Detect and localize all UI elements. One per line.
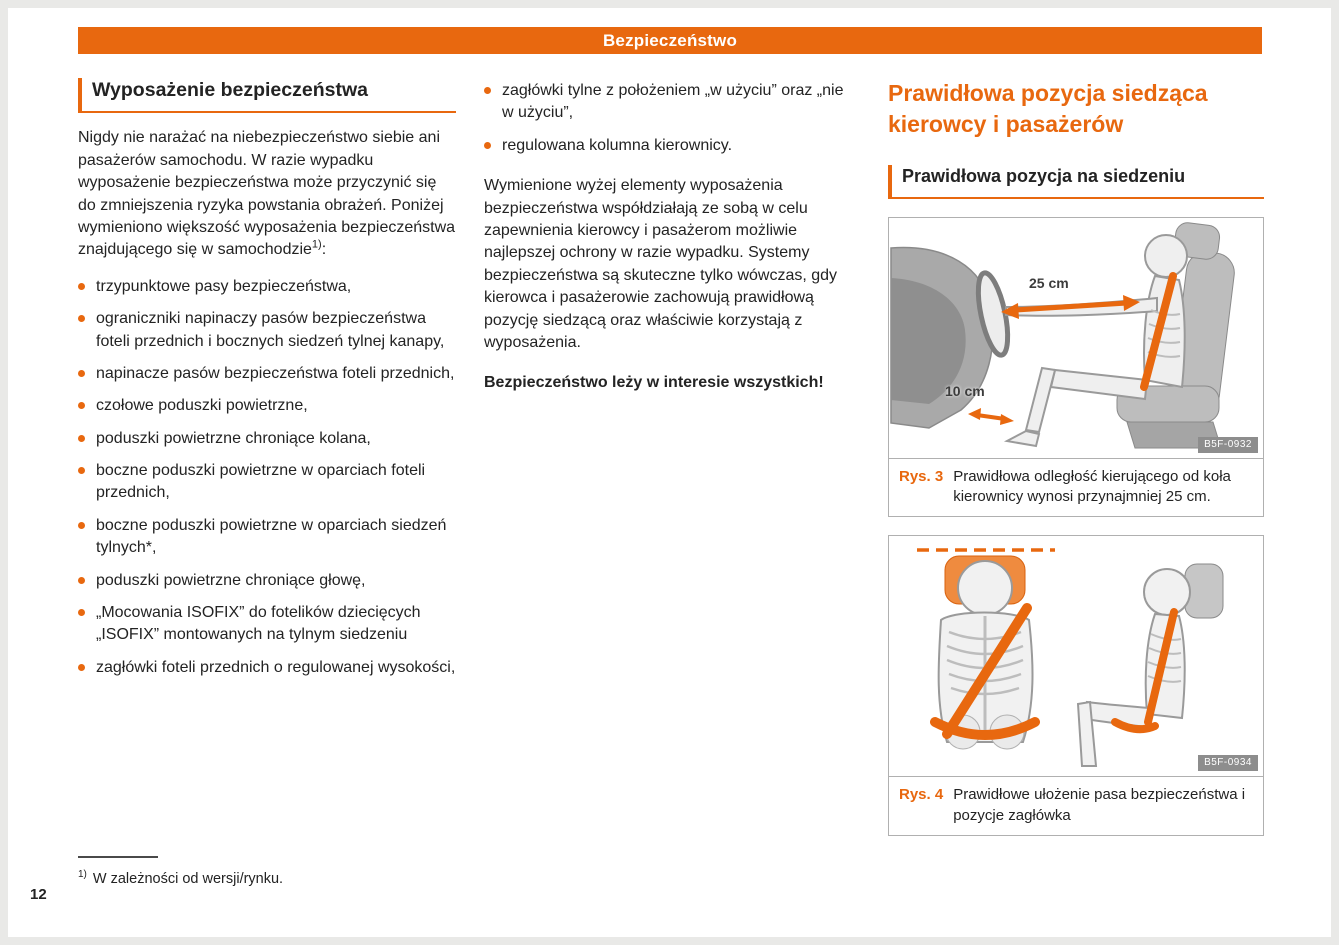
column-right (888, 78, 1264, 836)
body-paragraph: Wymienione wyżej elementy wyposażenia bezpieczeństwa współdziałają ze sobą w celu zapewnienia kierowcy i pasażerom możliwie najlepszej ochrony w razie wypadku. Systemy bezpieczeństwa są skuteczne tylko wówczas, gdy kierowca i pasażerowie zachowują prawidłową pozycję siedzącą oraz właściwie korzystają z wyposażenia. (484, 177, 838, 351)
bullet-icon (484, 87, 491, 94)
footnote (78, 869, 283, 887)
manual-page (8, 8, 1331, 937)
emphasis-paragraph: Bezpieczeństwo leży w interesie wszystkich! (484, 374, 824, 392)
belt-position-illustration (889, 536, 1263, 776)
bullet-text: zagłówki foteli przednich o regulowanej wysokości, (96, 658, 456, 676)
intro-text: Nigdy nie narażać na niebezpieczeństwo siebie ani pasażerów samochodu. W razie wypadku wyposażenie bezpieczeństwa może przyczynić się do zmniejszenia ryzyka powstania obrażeń. Poniżej wymieniono większość wyposażenia bezpieczeństwa znajdującego się w samochodzie (78, 129, 456, 259)
bullet-text: poduszki powietrzne chroniące głowę, (96, 571, 366, 589)
list-item (484, 135, 858, 157)
bullet-icon (78, 467, 85, 474)
figure-code: B5F-0932 (1198, 437, 1258, 453)
list-item (78, 570, 456, 592)
figure-3-illustration (889, 218, 1263, 458)
list-item (78, 602, 456, 647)
bullet-icon (78, 402, 85, 409)
column-middle (484, 78, 858, 395)
bullet-icon (78, 522, 85, 529)
list-item (484, 80, 858, 125)
footnote-divider (78, 856, 158, 858)
list-item (78, 308, 456, 353)
figure-3-caption (889, 458, 1263, 517)
bullet-icon (484, 142, 491, 149)
page-number: 12 (30, 886, 47, 903)
distance-label-25cm: 25 cm (1029, 274, 1069, 291)
footnote-marker: 1) (78, 869, 87, 880)
bullet-icon (78, 435, 85, 442)
list-item (78, 363, 456, 385)
bullet-text: poduszki powietrzne chroniące kolana, (96, 429, 371, 447)
figure-3-caption-text: Prawidłowa odległość kierującego od koła kierownicy wynosi przynajmniej 25 cm. (953, 467, 1231, 505)
bullet-text: „Mocowania ISOFIX” do fotelików dziecięcych „ISOFIX” montowanych na tylnym siedzeniu (96, 604, 421, 644)
safety-equipment-list (78, 276, 456, 679)
bullet-text: czołowe poduszki powietrzne, (96, 397, 308, 415)
footnote-text: W zależności od wersji/rynku. (92, 870, 284, 887)
list-item (78, 395, 456, 417)
intro-paragraph (78, 127, 456, 261)
chapter-title: Bezpieczeństwo (602, 30, 738, 50)
figure-code: B5F-0934 (1198, 755, 1258, 771)
section-main-heading: Prawidłowa pozycja siedząca kierowcy i pasażerów (888, 80, 1208, 137)
figure-3 (888, 217, 1264, 518)
intro-colon: : (321, 241, 327, 259)
figure-4 (888, 535, 1264, 836)
bullet-text: zagłówki tylne z położeniem „w użyciu” oraz „nie w użyciu”, (502, 82, 844, 122)
bullet-text: regulowana kolumna kierownicy. (502, 136, 733, 154)
figure-3-label: Rys. 3 (899, 467, 944, 485)
driver-distance-illustration (889, 218, 1263, 458)
list-item (78, 428, 456, 450)
figure-4-caption-text: Prawidłowe ułożenie pasa bezpieczeństwa i pozycje zagłówka (953, 786, 1246, 824)
bullet-icon (78, 609, 85, 616)
bullet-text: boczne poduszki powietrzne w oparciach foteli przednich, (96, 462, 426, 502)
list-item (78, 460, 456, 505)
section-heading: Wyposażenie bezpieczeństwa (78, 78, 456, 113)
figure-4-label: Rys. 4 (899, 786, 944, 804)
figure-4-illustration (889, 536, 1263, 776)
bullet-text: ograniczniki napinaczy pasów bezpieczeństwa foteli przednich i bocznych siedzeń tylnej kanapy, (96, 310, 445, 350)
distance-label-10cm: 10 cm (945, 382, 985, 399)
safety-equipment-list-continued (484, 80, 858, 157)
bullet-icon (78, 577, 85, 584)
list-item (78, 515, 456, 560)
list-item (78, 276, 456, 298)
footnote-reference: 1) (311, 239, 322, 252)
chapter-header-bar (78, 27, 1262, 54)
bullet-text: boczne poduszki powietrzne w oparciach siedzeń tylnych*, (96, 516, 447, 557)
bullet-icon (78, 370, 85, 377)
bullet-text: trzypunktowe pasy bezpieczeństwa, (96, 277, 352, 295)
section-sub-heading: Prawidłowa pozycja na siedzeniu (888, 165, 1264, 199)
bullet-text: napinacze pasów bezpieczeństwa foteli przednich, (96, 364, 455, 382)
list-item (78, 657, 456, 679)
bullet-icon (78, 315, 85, 322)
column-left (78, 78, 456, 689)
figure-4-caption (889, 776, 1263, 835)
bullet-icon (78, 664, 85, 671)
bullet-icon (78, 283, 85, 290)
